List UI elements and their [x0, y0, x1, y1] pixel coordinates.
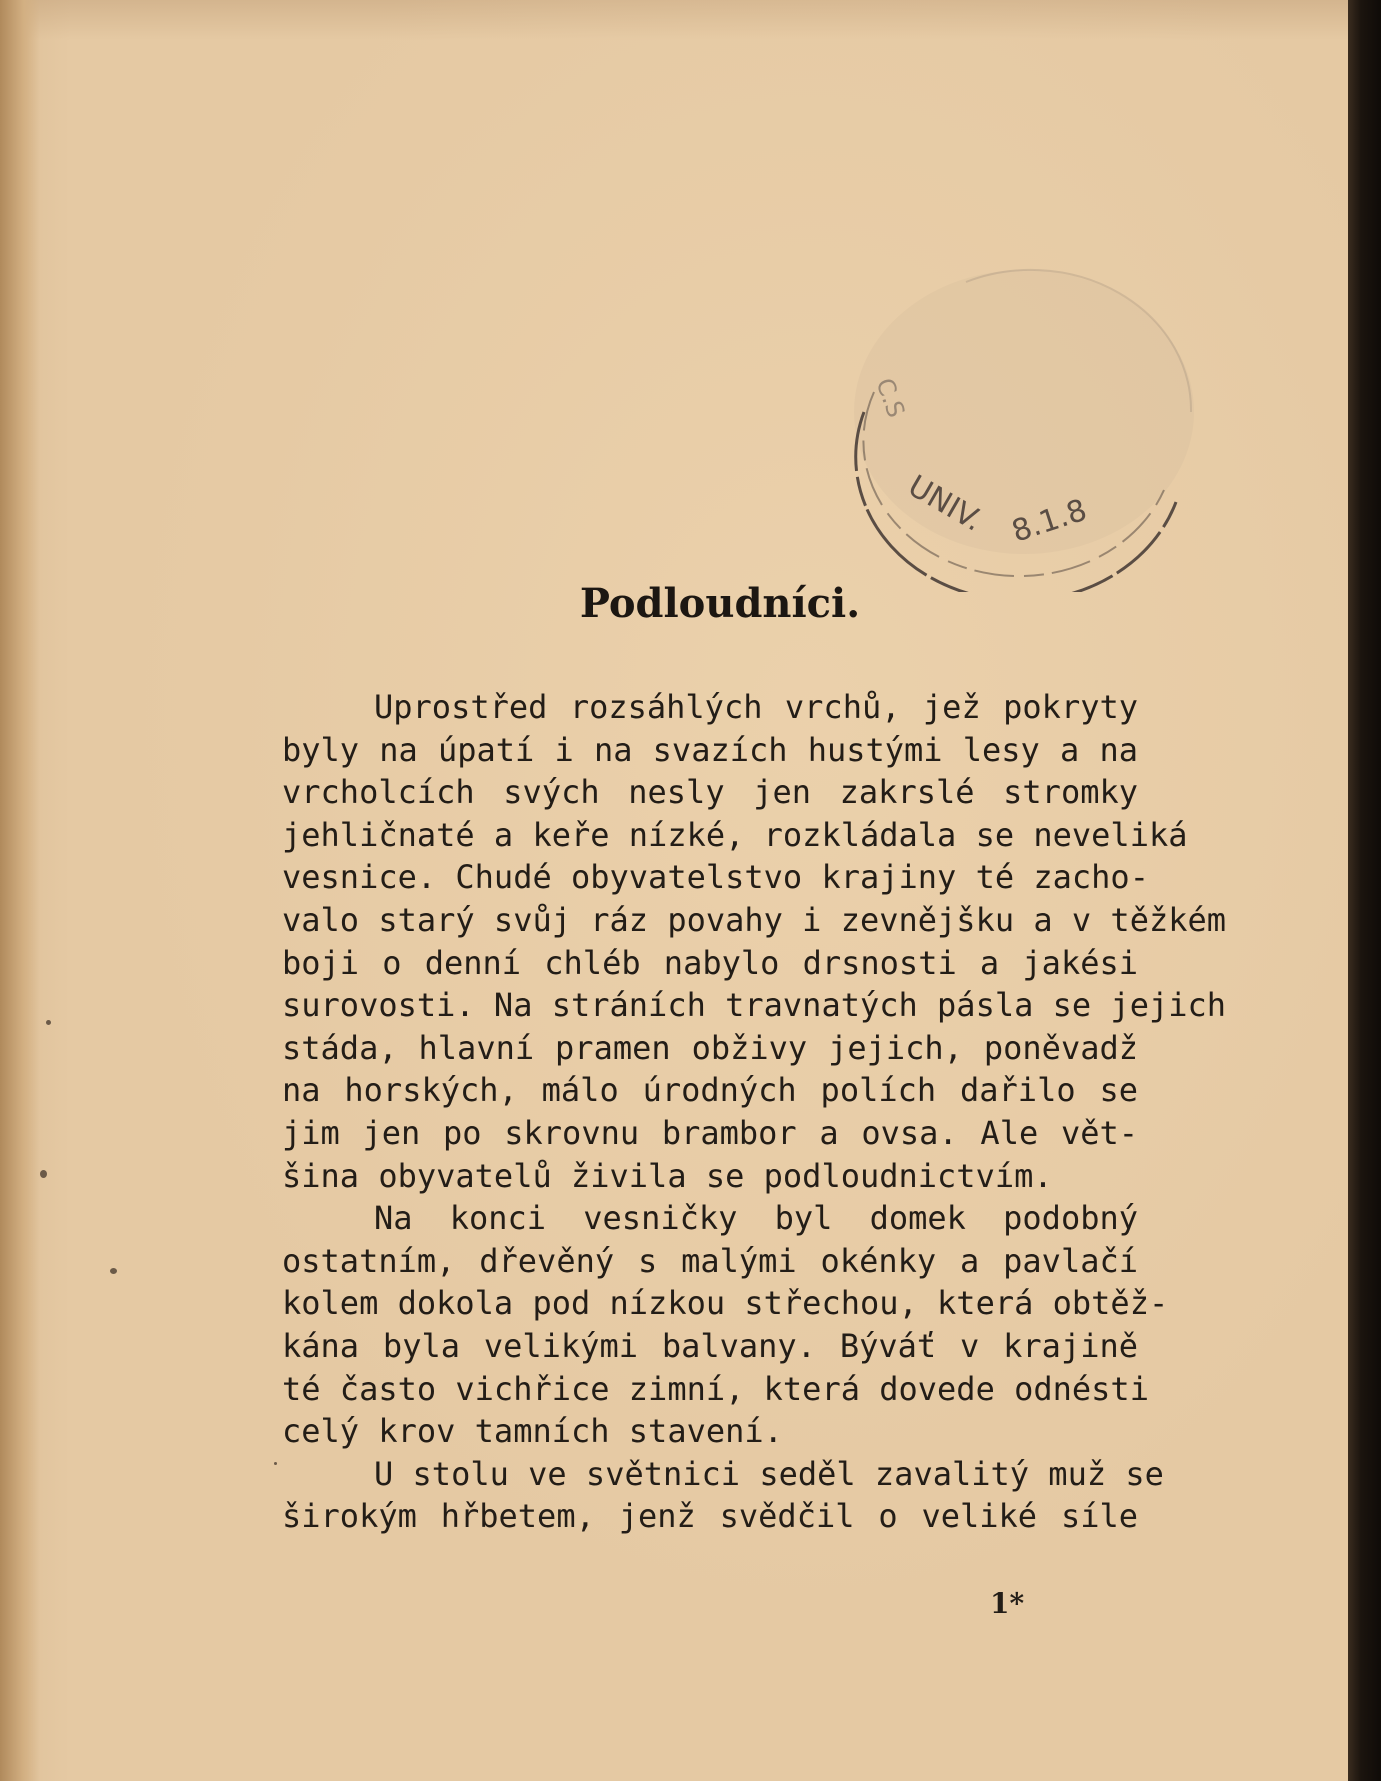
- book-edge: [1348, 0, 1381, 1781]
- svg-text:8.1.8: 8.1.8: [1007, 492, 1092, 550]
- text-line: kolem dokola pod nízkou střechou, která obtěž-: [282, 1284, 1169, 1323]
- svg-text:UNIV.: UNIV.: [902, 468, 989, 539]
- spine-shadow: [0, 0, 40, 1781]
- chapter-title: Podloudníci.: [579, 580, 861, 627]
- page-number: 1*: [990, 1587, 1025, 1620]
- text-line: boji o denní chléb nabylo drsnosti a jakési: [282, 943, 1138, 982]
- paper-speck: [40, 1170, 47, 1178]
- text-line: vesnice. Chudé obyvatelstvo krajiny té zacho-: [282, 858, 1149, 897]
- text-line: vrcholcích svých nesly jen zakrslé stromky: [282, 773, 1138, 812]
- text-line: šina obyvatelů živila se podloudnictvím.: [282, 1156, 1053, 1195]
- text-line: na horských, málo úrodných polích dařilo se: [282, 1071, 1138, 1110]
- text-line: stáda, hlavní pramen obživy jejich, poněvadž: [282, 1028, 1138, 1067]
- paper-speck: [46, 1020, 51, 1025]
- text-line: té často vichřice zimní, která dovede odnésti: [282, 1369, 1149, 1408]
- body-text: [282, 686, 1227, 1538]
- text-line: Na konci vesničky byl domek podobný: [374, 1199, 1138, 1238]
- text-line: valo starý svůj ráz povahy i zevnějšku a v těžkém: [282, 900, 1227, 939]
- text-line: byly na úpatí i na svazích hustými lesy a na: [282, 730, 1138, 769]
- paragraph: [282, 686, 1227, 1197]
- text-line: kána byla velikými balvany. Býváť v krajině: [282, 1326, 1138, 1365]
- text-line: jehličnaté a keře nízké, rozkládala se neveliká: [282, 815, 1188, 854]
- paragraph: [282, 1453, 1164, 1538]
- svg-text:C.S: C.S: [870, 374, 911, 422]
- library-stamp: [846, 262, 1206, 592]
- text-line: celý krov tamních stavení.: [282, 1412, 783, 1451]
- text-line: U stolu ve světnici seděl zavalitý muž se: [374, 1454, 1164, 1493]
- text-line: surovosti. Na stráních travnatých pásla se jejich: [282, 986, 1227, 1025]
- text-line: ostatním, dřevěný s malými okénky a pavlačí: [282, 1241, 1138, 1280]
- paper-speck: [274, 1462, 277, 1465]
- text-line: jim jen po skrovnu brambor a ovsa. Ale vět-: [282, 1113, 1138, 1152]
- text-line: širokým hřbetem, jenž svědčil o veliké síle: [282, 1497, 1138, 1536]
- paragraph: [282, 1197, 1169, 1453]
- paper-speck: [110, 1268, 117, 1274]
- text-line: Uprostřed rozsáhlých vrchů, jež pokryty: [374, 688, 1138, 726]
